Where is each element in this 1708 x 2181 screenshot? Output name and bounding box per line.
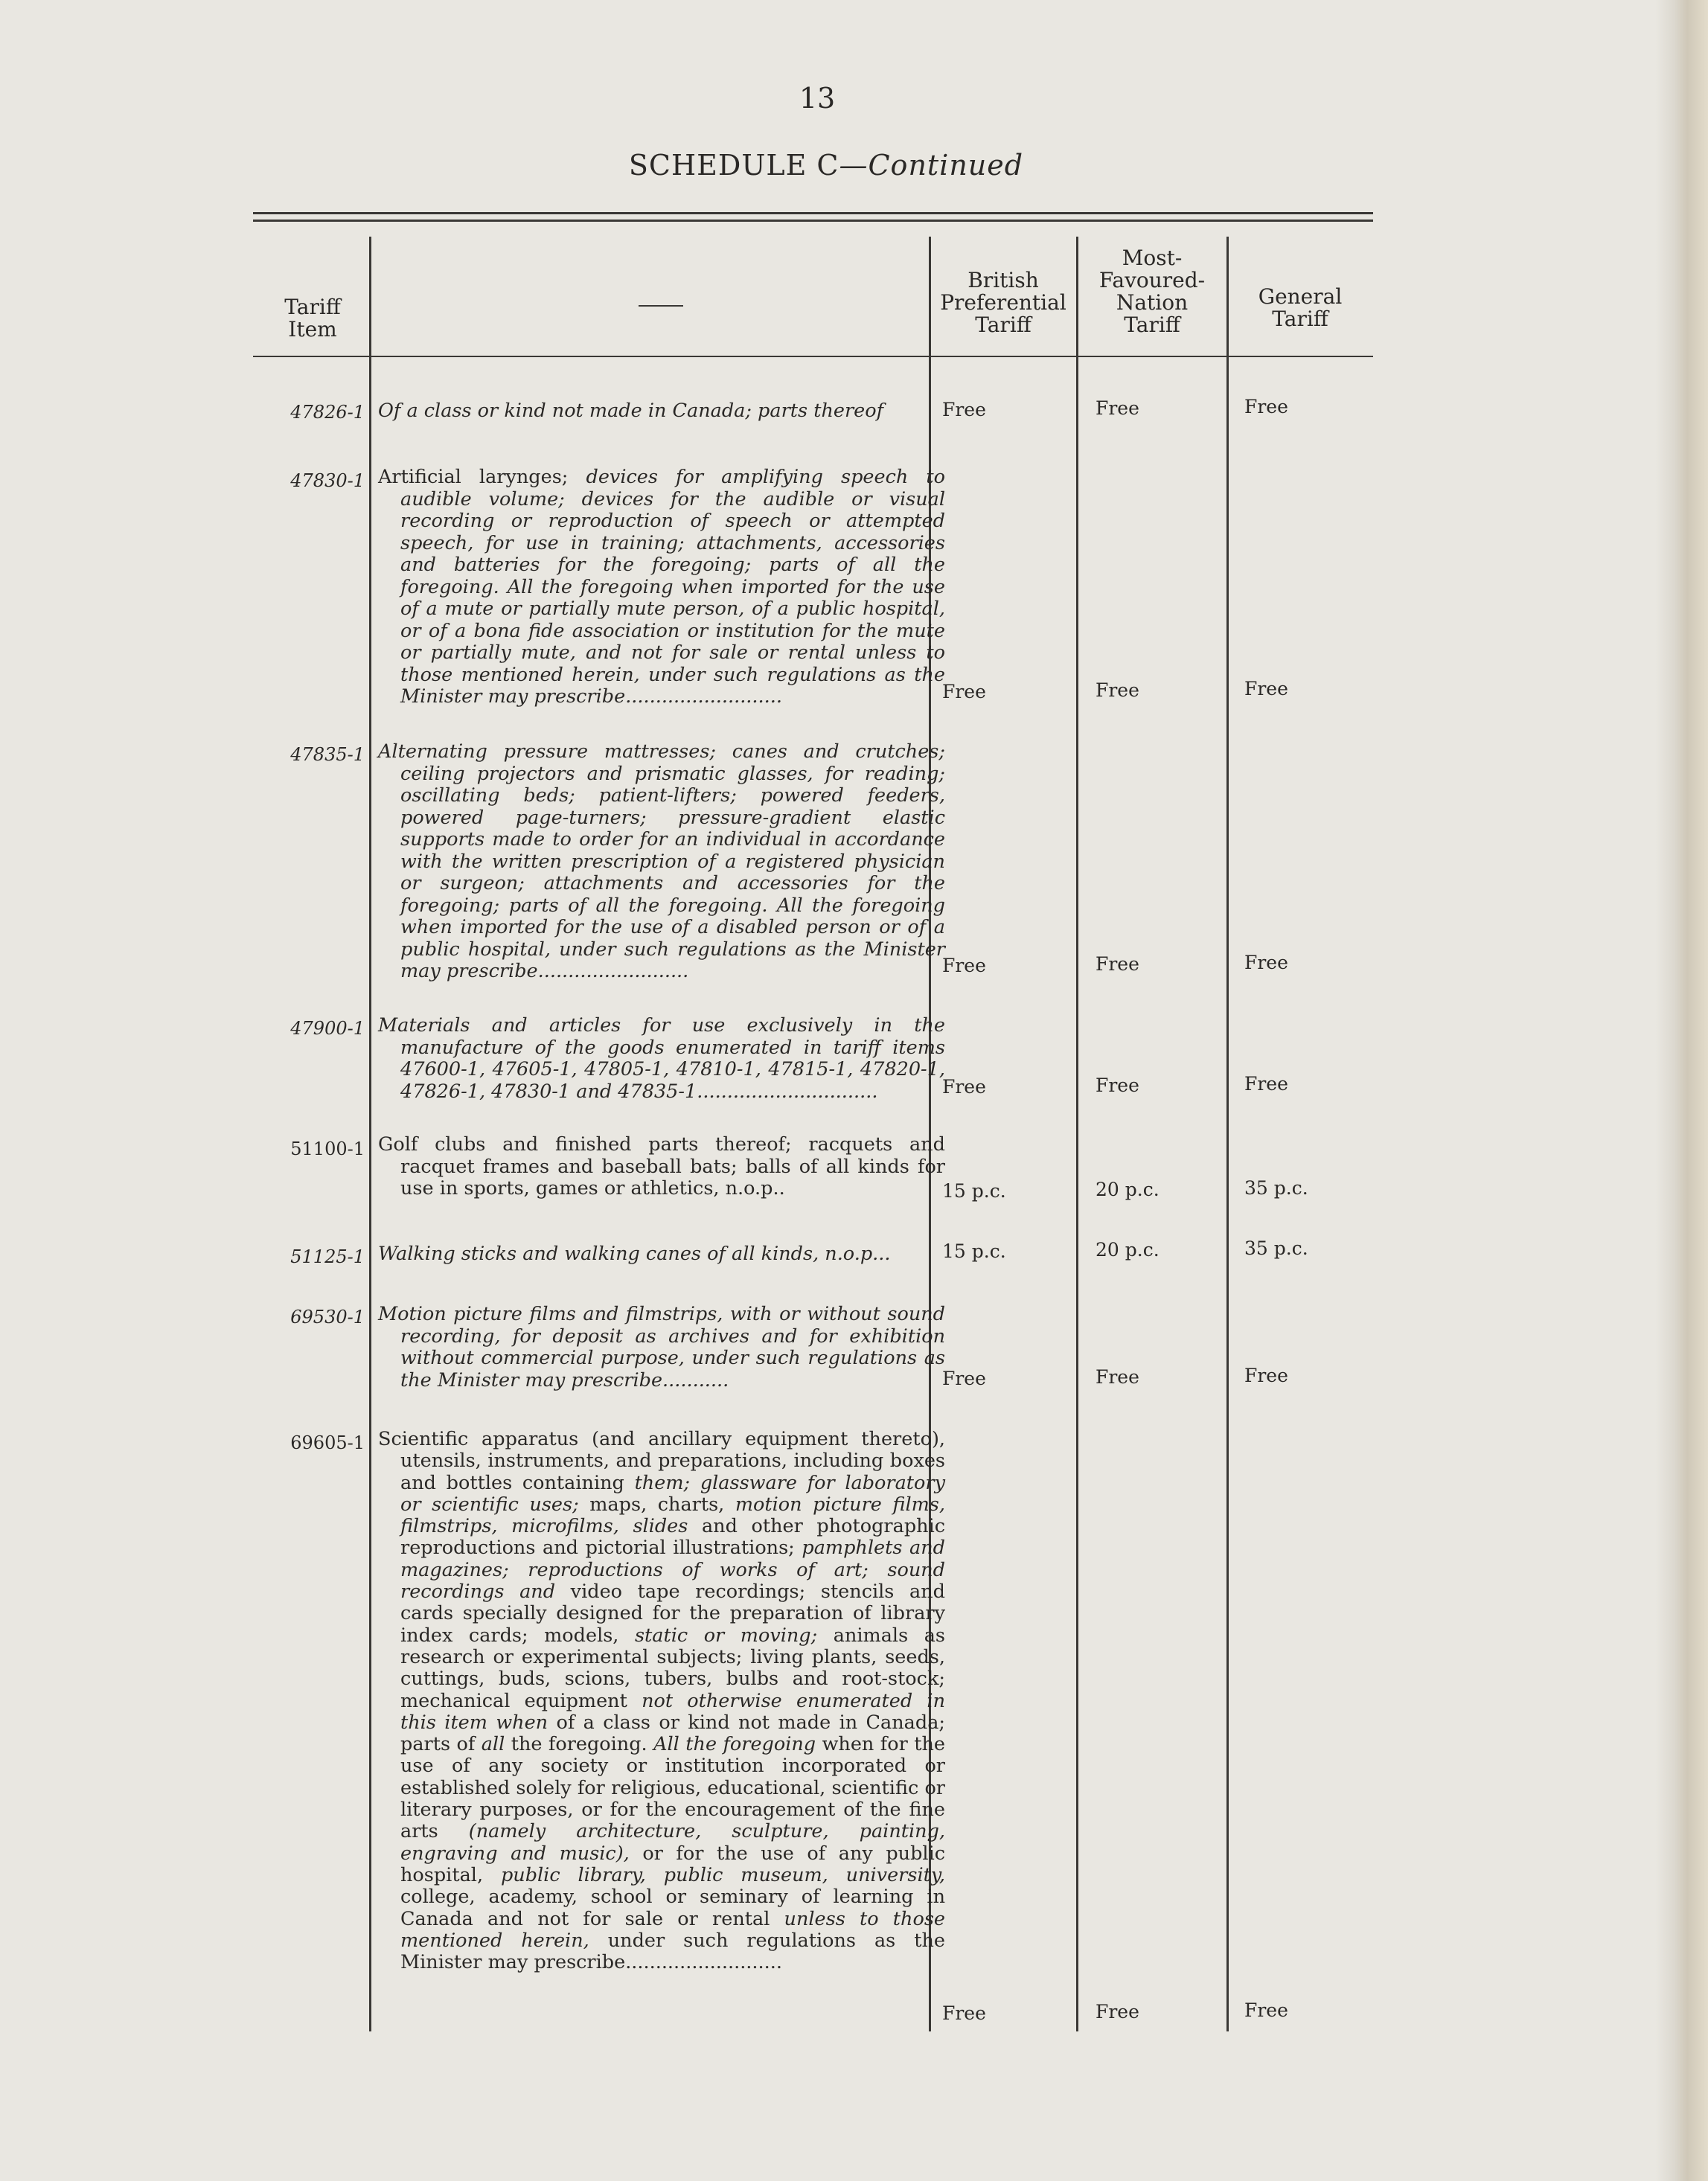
general-rate-47835-1: Free xyxy=(1244,952,1288,973)
general-rate-69530-1: Free xyxy=(1244,1365,1288,1386)
tariff-item-69530-1: 69530-1 xyxy=(290,1307,365,1328)
description-segment: all xyxy=(481,1733,505,1756)
header-tariff-item: Tariff Item xyxy=(284,295,341,342)
mfn-rate-47835-1: Free xyxy=(1096,953,1139,975)
mfn-rate-51100-1: 20 p.c. xyxy=(1096,1179,1160,1200)
schedule-title-main: SCHEDULE C xyxy=(628,149,839,182)
bpt-rate-51100-1: 15 p.c. xyxy=(942,1180,1006,1202)
description-47835-1: Alternating pressure mattresses; canes and crutches; ceiling projectors and prismatic glasses, for reading; oscillating beds; patient-lifters; powered feeders, powered page-turners; pressure-gradient elastic supports made to order for an individual in accordance with the written prescription of a registered physician or surgeon; attachments and accessories for the foregoing; parts of all the foregoing. All the foregoing when imported for the use of a disabled person or of a public hospital, under such regulations as the Minister may prescribe......................... xyxy=(378,740,945,982)
page-edge xyxy=(1656,0,1708,2181)
bpt-rate-69530-1: Free xyxy=(942,1368,986,1389)
description-segment: All the foregoing xyxy=(653,1733,816,1756)
general-rate-47826-1: Free xyxy=(1244,396,1288,417)
description-segment: the foregoing. xyxy=(505,1733,654,1756)
header-most-favoured-nation: Most- Favoured- Nation Tariff xyxy=(1098,246,1206,337)
header-description-dash xyxy=(639,305,683,307)
description-segment: and other photographic reproductions and pictorial illustrations; xyxy=(400,1515,946,1560)
description-segment: them; xyxy=(634,1471,691,1494)
description-51125-1: Walking sticks and walking canes of all kinds, n.o.p... xyxy=(378,1243,891,1265)
description-51100-1: Golf clubs and finished parts thereof; racquets and racquet frames and baseball bats; balls of all kinds for use in sports, games or athletics, n.o.p.. xyxy=(378,1133,945,1200)
description-segment: maps, charts, xyxy=(578,1493,735,1516)
description-segment: unless to those mentioned herein, xyxy=(400,1907,945,1952)
tariff-item-47826-1: 47826-1 xyxy=(290,402,365,423)
description-segment: or for the use of any public hospital, xyxy=(400,1842,946,1886)
tariff-item-51100-1: 51100-1 xyxy=(290,1138,365,1159)
header-british-preferential: British Preferential Tariff xyxy=(940,268,1066,337)
description-segment: public library, public museum, university, xyxy=(500,1863,945,1886)
tariff-item-47830-1: 47830-1 xyxy=(290,470,365,491)
mfn-rate-47900-1: Free xyxy=(1096,1075,1139,1096)
schedule-title xyxy=(566,149,1087,182)
description-47826-1: Of a class or kind not made in Canada; parts thereof xyxy=(378,400,884,422)
description-segment: animals as research or experimental subjects; living plants, seeds, cuttings, buds, scions, tubers, bulbs and root-stock; mechanical equipment xyxy=(400,1624,945,1712)
tariff-item-69605-1: 69605-1 xyxy=(290,1432,365,1453)
general-rate-47900-1: Free xyxy=(1244,1073,1288,1095)
mfn-rate-69530-1: Free xyxy=(1096,1366,1139,1388)
description-segment: college, academy, school or seminary of learning in Canada and not for sale or rental xyxy=(400,1886,945,1930)
column-divider-4 xyxy=(1226,237,1229,2031)
schedule-title-continued: —Continued xyxy=(839,149,1024,182)
description-segment: pamphlets and magazines; reproductions of works of art; sound recordings and xyxy=(400,1537,945,1604)
general-rate-51100-1: 35 p.c. xyxy=(1244,1177,1308,1199)
header-bottom-rule xyxy=(253,356,1373,357)
mfn-rate-69605-1: Free xyxy=(1096,2001,1139,2023)
description-segment: not otherwise enumerated in this item when xyxy=(400,1689,945,1734)
bpt-rate-47900-1: Free xyxy=(942,1076,986,1098)
description-segment: glassware for laboratory or scientific uses; xyxy=(400,1471,945,1516)
column-divider-1 xyxy=(369,237,371,2031)
description-body: devices for amplifying speech to audible volume; devices for the audible or visual recording or reproduction of speech or attempted speech, for use in training; attachments, accessories and batteries for the foregoing; parts of all the foregoing. All the foregoing when imported for the use of a mute or partially mute person, of a public hospital, or of a bona fide association or institution for the mute or partially mute, and not for sale or rental unless to those mentioned herein, under such regulations as the Minister may prescribe.......................... xyxy=(400,466,945,708)
description-47900-1: Materials and articles for use exclusively in the manufacture of the goods enumerated in tariff items 47600-1, 47605-1, 47805-1, 47810-1, 47815-1, 47820-1, 47826-1, 47830-1 and 47835-1.............................. xyxy=(378,1014,945,1103)
table-top-rule-2 xyxy=(253,220,1373,222)
column-divider-3 xyxy=(1076,237,1078,2031)
bpt-rate-47835-1: Free xyxy=(942,955,986,976)
general-rate-69605-1: Free xyxy=(1244,1999,1288,2021)
description-segment: of a class or kind not made in Canada; parts of xyxy=(400,1711,945,1756)
header-general: General Tariff xyxy=(1258,284,1343,331)
description-segment: static or moving; xyxy=(634,1624,818,1647)
tariff-item-51125-1: 51125-1 xyxy=(290,1246,365,1267)
description-segment: video tape recordings; stencils and cards specially designed for the preparation of library index cards; models, xyxy=(400,1580,945,1647)
bpt-rate-47826-1: Free xyxy=(942,399,986,420)
description-segment: Scientific apparatus (and ancillary equipment thereto), utensils, instruments, and preparations, including boxes and bottles containing xyxy=(378,1428,945,1494)
description-69605-1 xyxy=(378,1429,945,1973)
description-lead: Artificial larynges; xyxy=(378,466,586,488)
description-segment: motion picture films, filmstrips, microfilms, slides xyxy=(400,1493,945,1538)
bpt-rate-51125-1: 15 p.c. xyxy=(942,1240,1006,1262)
table-top-rule-1 xyxy=(253,212,1373,214)
bpt-rate-69605-1: Free xyxy=(942,2002,986,2024)
tariff-item-47900-1: 47900-1 xyxy=(290,1018,365,1039)
general-rate-51125-1: 35 p.c. xyxy=(1244,1237,1308,1259)
mfn-rate-47830-1: Free xyxy=(1096,679,1139,701)
mfn-rate-47826-1: Free xyxy=(1096,397,1139,419)
description-segment: when for the use of any society or institution incorporated or established solely for religious, educational, scientific or literary purposes, or for the encouragement of the fine arts xyxy=(400,1733,945,1843)
tariff-item-47835-1: 47835-1 xyxy=(290,744,365,765)
page-number: 13 xyxy=(799,82,836,115)
description-47830-1 xyxy=(378,467,945,708)
bpt-rate-47830-1: Free xyxy=(942,681,986,702)
description-segment: (namely architecture, sculpture, painting, engraving and music), xyxy=(400,1820,945,1865)
description-segment: under such regulations as the Minister may prescribe.......................... xyxy=(400,1929,945,1974)
general-rate-47830-1: Free xyxy=(1244,678,1288,699)
mfn-rate-51125-1: 20 p.c. xyxy=(1096,1239,1160,1261)
description-69530-1: Motion picture films and filmstrips, with or without sound recording, for deposit as archives and for exhibition without commercial purpose, under such regulations as the Minister may prescribe........... xyxy=(378,1303,945,1391)
